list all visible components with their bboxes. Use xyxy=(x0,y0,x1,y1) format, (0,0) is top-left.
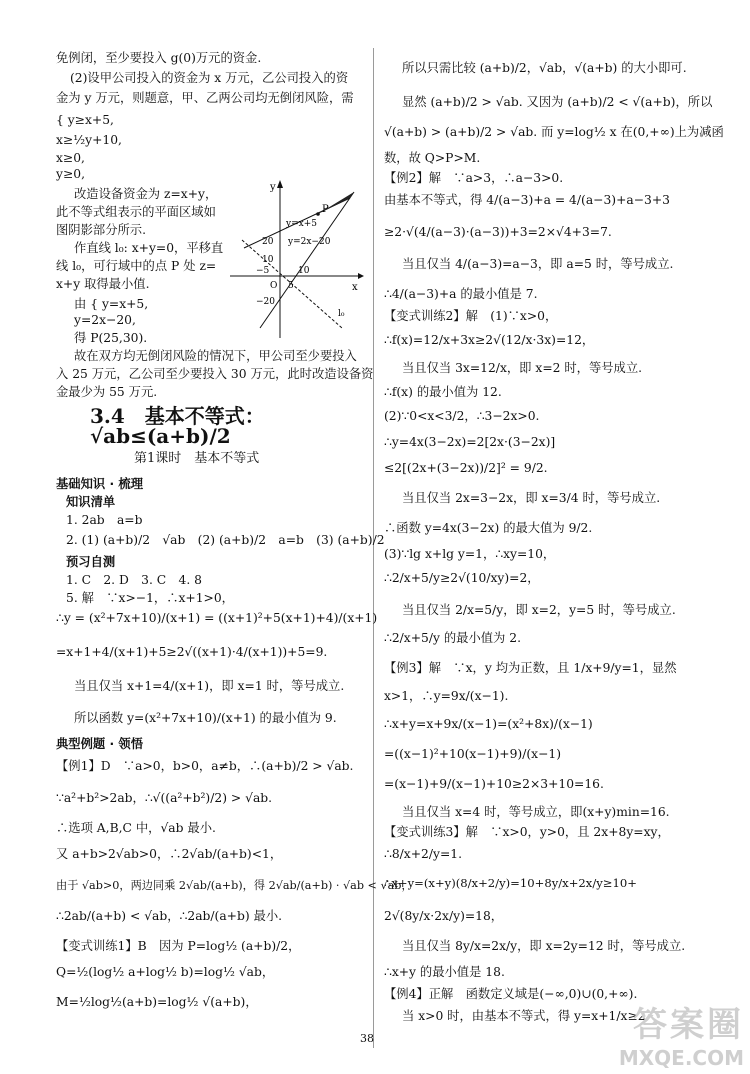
text-line: 当且仅当 8y/x=2x/y，即 x=2y=12 时，等号成立. xyxy=(402,939,686,953)
system-line: x≥0, xyxy=(56,151,85,165)
text-line: 当 x>0 时，由基本不等式，得 y=x+1/x≥2. xyxy=(402,1009,650,1023)
text-line: 当且仅当 4/(a−3)=a−3，即 a=5 时，等号成立. xyxy=(402,257,674,271)
y-axis-label: y xyxy=(270,182,276,193)
text-line: 免例闭，至少要投入 g(0)万元的资金. xyxy=(56,51,262,65)
text-line: 【例1】D ∵a>0，b>0，a≠b，∴(a+b)/2 > √ab. xyxy=(56,759,354,773)
heading: 基础知识 · 梳理 xyxy=(56,477,144,491)
math-line: 由于 √ab>0，两边同乘 2√ab/(a+b)，得 2√ab/(a+b) · √ab < √ab， xyxy=(56,879,413,892)
line-y-eq-2x-minus-20 xyxy=(260,192,354,328)
math-line: ∴y=4x(3−2x)=2[2x·(3−2x)] xyxy=(384,435,556,449)
watermark-logo: 答案圈 xyxy=(633,1005,744,1045)
example-line: 【变式训练2】解 (1)∵x>0， xyxy=(384,309,558,323)
text-line: ∴函数 y=4x(3−2x) 的最大值为 9/2. xyxy=(384,521,593,535)
example-line: 【例2】解 ∵a>3，∴a−3>0. xyxy=(384,171,564,185)
math-line: ∴x+y=x+9x/(x−1)=(x²+8x)/(x−1) xyxy=(384,717,593,731)
text-line: 故在双方均无倒闭风险的情况下，甲公司至少要投入 xyxy=(74,349,357,363)
text-line: 当且仅当 x=4 时，等号成立，即(x+y)min=16. xyxy=(402,805,670,819)
text-line: 当且仅当 2/x=5/y，即 x=2，y=5 时，等号成立. xyxy=(402,603,676,617)
math-line: 2√(8y/x·2x/y)=18， xyxy=(384,909,504,923)
text-line: 金为 y 万元，则题意，甲、乙两公司均无倒闭风险，需 xyxy=(56,91,354,105)
math-line: =(x−1)+9/(x−1)+10≥2×3+10=16. xyxy=(384,777,604,791)
math-line: ∴2/x+5/y≥2√(10/xy)=2， xyxy=(384,571,540,585)
point-p xyxy=(316,212,320,216)
text-line: √(a+b) > (a+b)/2 > √ab. 而 y=log½ x 在(0,+∞)上为减函 xyxy=(384,125,724,139)
text-line: 数，故 Q>P>M. xyxy=(384,151,481,165)
math-line: ∴x+y=(x+y)(8/x+2/y)=10+8y/x+2x/y≥10+ xyxy=(384,876,637,890)
math-line: ∵a²+b²>2ab，∴√((a²+b²)/2) > √ab. xyxy=(56,791,273,805)
text-line: 1. C 2. D 3. C 4. 8 xyxy=(66,573,202,587)
text-line: ∴选项 A,B,C 中，√ab 最小. xyxy=(56,821,216,835)
lesson-title: 第1课时 基本不等式 xyxy=(134,451,260,466)
watermark xyxy=(619,997,744,1070)
text-line: 作直线 l₀: x+y=0，平移直 xyxy=(74,241,224,255)
math-line: (3)∵lg x+lg y=1，∴xy=10， xyxy=(384,547,556,561)
tick-label: −20 xyxy=(256,297,275,307)
text-line: 金最少为 55 万元. xyxy=(56,385,158,399)
math-line: (2)∵0<x<3/2，∴3−2x>0. xyxy=(384,409,540,423)
subheading: 预习自测 xyxy=(66,555,116,569)
subheading: 知识清单 xyxy=(66,495,116,509)
math-line: ≥2·√(4/(a−3)·(a−3))+3=2×√4+3=7. xyxy=(384,225,612,239)
math-line: ∴4/(a−3)+a 的最小值是 7. xyxy=(384,287,538,301)
text-line: 此不等式组表示的平面区域如 xyxy=(56,205,216,219)
column-divider xyxy=(373,48,374,1048)
section-title: 3.4 基本不等式：√ab≤(a+b)/2 xyxy=(90,404,265,448)
x-axis-label: x xyxy=(352,282,358,293)
text-line: 当且仅当 2x=3−2x，即 x=3/4 时，等号成立. xyxy=(402,491,661,505)
math-line: ∴2ab/(a+b) < √ab，∴2ab/(a+b) 最小. xyxy=(56,909,283,923)
math-line: Q=½(log½ a+log½ b)=log½ √ab， xyxy=(56,965,275,979)
text-line: 所以只需比较 (a+b)/2，√ab，√(a+b) 的大小即可. xyxy=(402,61,687,75)
math-line: ∴2/x+5/y 的最小值为 2. xyxy=(384,631,521,645)
text-line: 线 l₀，可行域中的点 P 处 z= xyxy=(56,259,217,273)
math-line: M=½log½(a+b)=log½ √(a+b)， xyxy=(56,995,258,1009)
text-line: ∴f(x) 的最小值为 12. xyxy=(384,385,502,399)
text-line: ∴x+y 的最小值是 18. xyxy=(384,965,505,979)
math-line: 又 a+b>2√ab>0，∴2√ab/(a+b)<1， xyxy=(56,847,283,861)
tick-label: 10 xyxy=(298,266,310,276)
page-number: 38 xyxy=(360,1032,374,1045)
math-line: 由基本不等式，得 4/(a−3)+a = 4/(a−3)+a−3+3 xyxy=(384,193,670,207)
feasible-region-graph xyxy=(230,178,364,338)
math-line: x>1，∴y=9x/(x−1). xyxy=(384,689,509,703)
system-line: y=2x−20, xyxy=(74,313,136,327)
example-line: 【例4】正解 函数定义域是(−∞,0)∪(0,+∞). xyxy=(384,987,638,1001)
origin-label: O xyxy=(270,281,278,291)
line-label-2x-minus-20: y=2x−20 xyxy=(288,237,331,247)
text-line: x+y 取得最小值. xyxy=(56,277,150,291)
math-line: ≤2[(2x+(3−2x))/2]² = 9/2. xyxy=(384,461,548,475)
math-line: ∴8/x+2/y=1. xyxy=(384,847,462,861)
text-line: 2. (1) (a+b)/2 √ab (2) (a+b)/2 a=b (3) (a+b)/2 xyxy=(66,533,385,547)
example-line: 【变式训练3】解 ∵x>0，y>0，且 2x+8y=xy， xyxy=(384,825,670,839)
text-line: 显然 (a+b)/2 > √ab. 又因为 (a+b)/2 < √(a+b)，所以 xyxy=(402,95,713,109)
system-line: y≥0, xyxy=(56,167,85,181)
line-l0-label: l₀ xyxy=(338,309,345,319)
system-line: { y≥x+5, xyxy=(56,113,114,127)
point-p-label: P xyxy=(322,204,329,215)
system-line: 由 { y=x+5, xyxy=(74,297,149,311)
heading: 典型例题 · 领悟 xyxy=(56,737,144,751)
text-line: 当且仅当 x+1=4/(x+1)，即 x=1 时，等号成立. xyxy=(74,679,345,693)
line-label-x-plus-5: y=x+5 xyxy=(286,219,317,229)
text-line: 所以函数 y=(x²+7x+10)/(x+1) 的最小值为 9. xyxy=(74,711,337,725)
tick-label: −5 xyxy=(256,266,270,276)
text-line: (2)设甲公司投入的资金为 x 万元，乙公司投入的资 xyxy=(70,71,349,85)
text-line: 改造设备资金为 z=x+y， xyxy=(74,187,218,201)
example-line: 【例3】解 ∵x，y 均为正数，且 1/x+9/y=1，显然 xyxy=(384,661,677,675)
system-line: x≥½y+10, xyxy=(56,133,122,147)
y-axis-arrow-icon xyxy=(277,180,283,188)
text-line: 1. 2ab a=b xyxy=(66,513,143,527)
watermark-url: MXQE.COM xyxy=(618,1046,744,1070)
tick-label: 20 xyxy=(262,237,274,247)
math-line: =x+1+4/(x+1)+5≥2√((x+1)·4/(x+1))+5=9. xyxy=(56,645,328,659)
x-axis-arrow-icon xyxy=(358,273,364,279)
text-line: 5. 解 ∵x>−1，∴x+1>0， xyxy=(66,591,234,605)
math-line: =((x−1)²+10(x−1)+9)/(x−1) xyxy=(384,747,562,761)
text-line: 【变式训练1】B 因为 P=log½ (a+b)/2， xyxy=(56,939,301,953)
text-line: 当且仅当 3x=12/x，即 x=2 时，等号成立. xyxy=(402,361,643,375)
text-line: 入 25 万元，乙公司至少要投入 30 万元，此时改造设备资 xyxy=(56,367,374,381)
text-line: 图阴影部分所示. xyxy=(56,223,146,237)
text-line: 得 P(25,30). xyxy=(74,331,148,345)
math-line: ∴y = (x²+7x+10)/(x+1) = ((x+1)²+5(x+1)+4)/(x+1) xyxy=(56,611,378,625)
tick-label: 10 xyxy=(262,255,274,265)
math-line: ∴f(x)=12/x+3x≥2√(12/x·3x)=12， xyxy=(384,333,595,347)
tick-label: 5 xyxy=(288,281,294,291)
